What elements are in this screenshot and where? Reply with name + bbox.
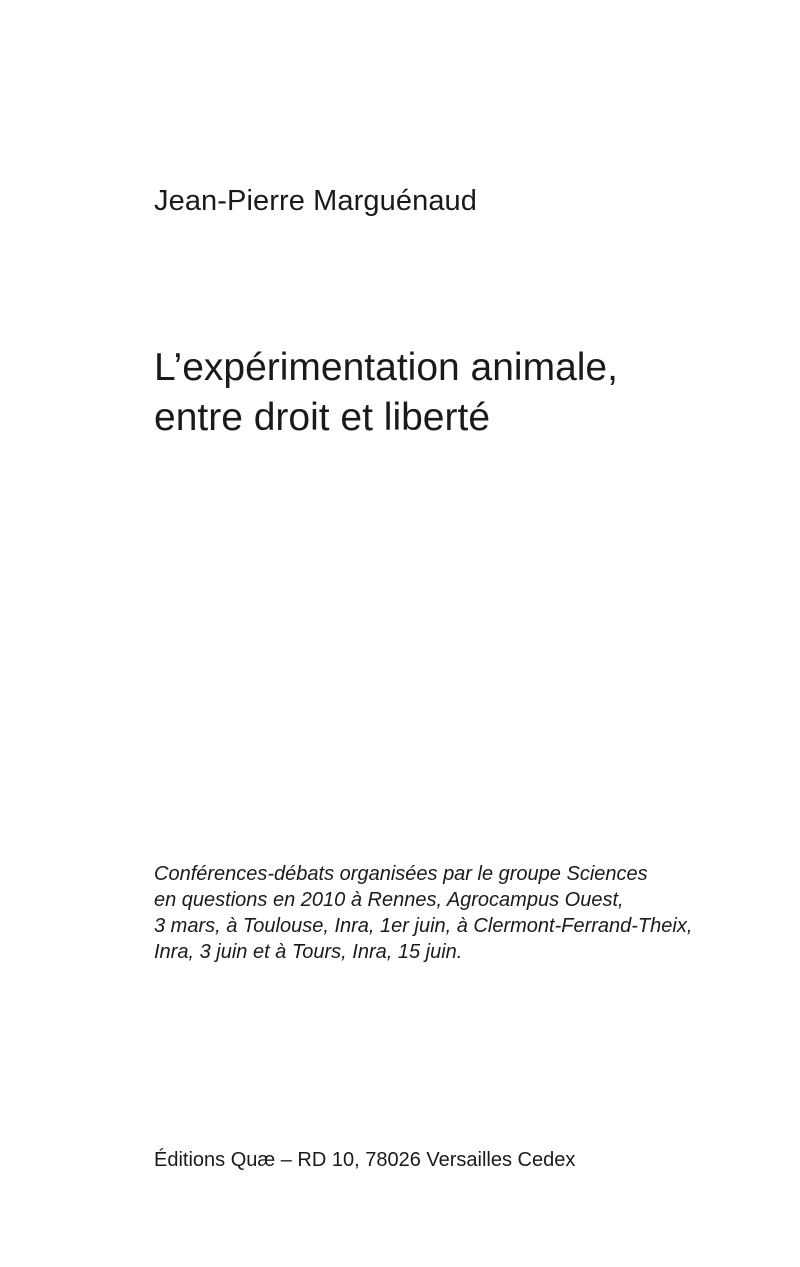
conference-note bbox=[154, 861, 692, 965]
publisher-address: Éditions Quæ – RD 10, 78026 Versailles Cedex bbox=[154, 1149, 576, 1171]
book-title-line-1: L’expérimentation animale, bbox=[154, 346, 618, 389]
conference-note-line-4: Inra, 3 juin et à Tours, Inra, 15 juin. bbox=[154, 941, 463, 963]
book-title-line-2: entre droit et liberté bbox=[154, 396, 491, 439]
author-name: Jean-Pierre Marguénaud bbox=[154, 185, 477, 217]
conference-note-line-1: Conférences-débats organisées par le groupe Sciences bbox=[154, 863, 648, 885]
conference-note-line-2: en questions en 2010 à Rennes, Agrocampus Ouest, bbox=[154, 889, 624, 911]
book-title bbox=[154, 343, 618, 443]
conference-note-line-3: 3 mars, à Toulouse, Inra, 1er juin, à Clermont-Ferrand-Theix, bbox=[154, 915, 693, 937]
